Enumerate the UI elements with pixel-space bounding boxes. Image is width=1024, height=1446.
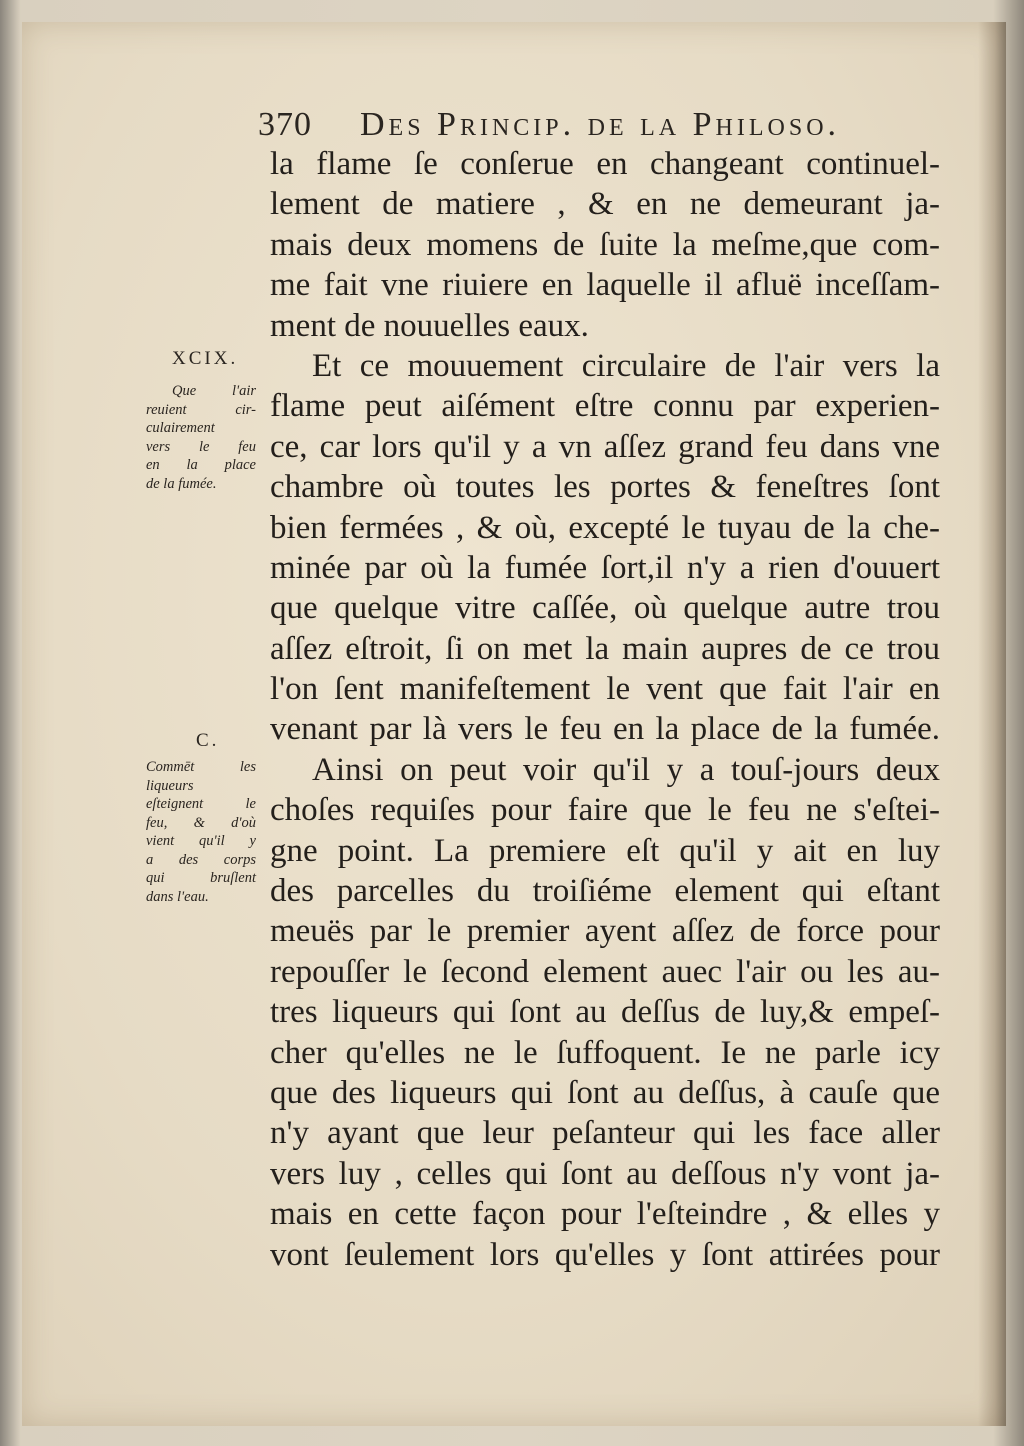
text-line: gne point. La premiere eſt qu'il y ait en luy — [270, 832, 940, 869]
margin-note-line: Commēt les — [146, 759, 256, 775]
text-line: minée par où la fumée ſort,il n'y a rien d'ouuert — [270, 549, 940, 586]
text-line: que des liqueurs qui ſont au deſſus, à cauſe que — [270, 1074, 940, 1111]
gutter-shadow — [978, 22, 1006, 1426]
text-line: chambre où toutes les portes & feneſtres ſont — [270, 469, 940, 506]
text-line: venant par là vers le feu en la place de la fumée. — [270, 711, 940, 748]
margin-note-line: vers le feu — [146, 438, 256, 455]
margin-note-line: reuient cir- — [146, 401, 256, 418]
margin-note-line: Que l'air — [172, 383, 256, 399]
text-line: choſes requiſes pour faire que le feu ne s'eſtei- — [270, 792, 940, 829]
text-line: vont ſeulement lors qu'elles y ſont attirées pour — [270, 1236, 940, 1273]
margin-section-number: XCIX. — [172, 348, 239, 369]
margin-note-line: en la place — [146, 457, 256, 473]
text-line-paragraph-start: Et ce mouuement circulaire de l'air vers la — [312, 347, 940, 384]
text-line: l'on ſent manifeſtement le vent que fait l'air en — [270, 671, 940, 708]
text-line: ment de nouuelles eaux. — [270, 307, 589, 344]
text-line: lement de matiere , & en ne demeurant ja- — [270, 186, 940, 223]
body-text — [270, 144, 940, 1275]
text-line: tres liqueurs qui ſont au deſſus de luy,& empeſ- — [270, 994, 940, 1031]
margin-note-line: de la fumée. — [146, 475, 217, 492]
margin-note-line: a des corps — [146, 851, 256, 868]
text-line: que quelque vitre caſſée, où quelque autre trou — [270, 590, 940, 627]
text-line: bien fermées , & où, excepté le tuyau de la che- — [270, 509, 940, 546]
margin-note-line: dans l'eau. — [146, 888, 209, 905]
margin-note-line: culairement — [146, 420, 215, 436]
margin-note-line: vient qu'il y — [146, 833, 256, 849]
page-header — [258, 100, 958, 150]
text-line: mais en cette façon pour l'eſteindre , & elles y — [270, 1196, 940, 1233]
text-line: cher qu'elles ne le ſuffoquent. Ie ne parle icy — [270, 1034, 940, 1071]
text-line: meuës par le premier ayent aſſez de force pour — [270, 913, 940, 950]
margin-section-number: C. — [196, 730, 220, 751]
text-line: aſſez eſtroit, ſi on met la main aupres de ce trou — [270, 630, 940, 667]
running-head: Des Princip. de la Philoso. — [360, 106, 841, 143]
margin-note-line: qui bruſlent — [146, 870, 256, 886]
text-line: flame peut aiſément eſtre connu par experien- — [270, 388, 940, 425]
page-number: 370 — [258, 106, 312, 143]
text-line: vers luy , celles qui ſont au deſſous n'y vont ja- — [270, 1155, 940, 1192]
margin-note-line: feu, & d'où — [146, 814, 256, 831]
text-line: des parcelles du troiſiéme element qui eſtant — [270, 873, 940, 910]
margin-note — [146, 758, 256, 906]
margin-note-line: liqueurs — [146, 777, 194, 794]
text-line: n'y ayant que leur peſanteur qui les face aller — [270, 1115, 940, 1152]
margin-note-line: eſteignent le — [146, 796, 256, 812]
margin-note — [146, 382, 256, 493]
text-line-paragraph-start: Ainsi on peut voir qu'il y a touſ-jours deux — [312, 751, 940, 788]
text-line: me fait vne riuiere en laquelle il afluë inceſſam- — [270, 267, 940, 304]
text-line: la flame ſe conſerue en changeant continuel- — [270, 146, 940, 182]
text-line: repouſſer le ſecond element auec l'air ou les au- — [270, 953, 940, 990]
text-line: ce, car lors qu'il y a vn aſſez grand feu dans vne — [270, 428, 940, 465]
text-line: mais deux momens de ſuite la meſme,que com- — [270, 226, 940, 263]
